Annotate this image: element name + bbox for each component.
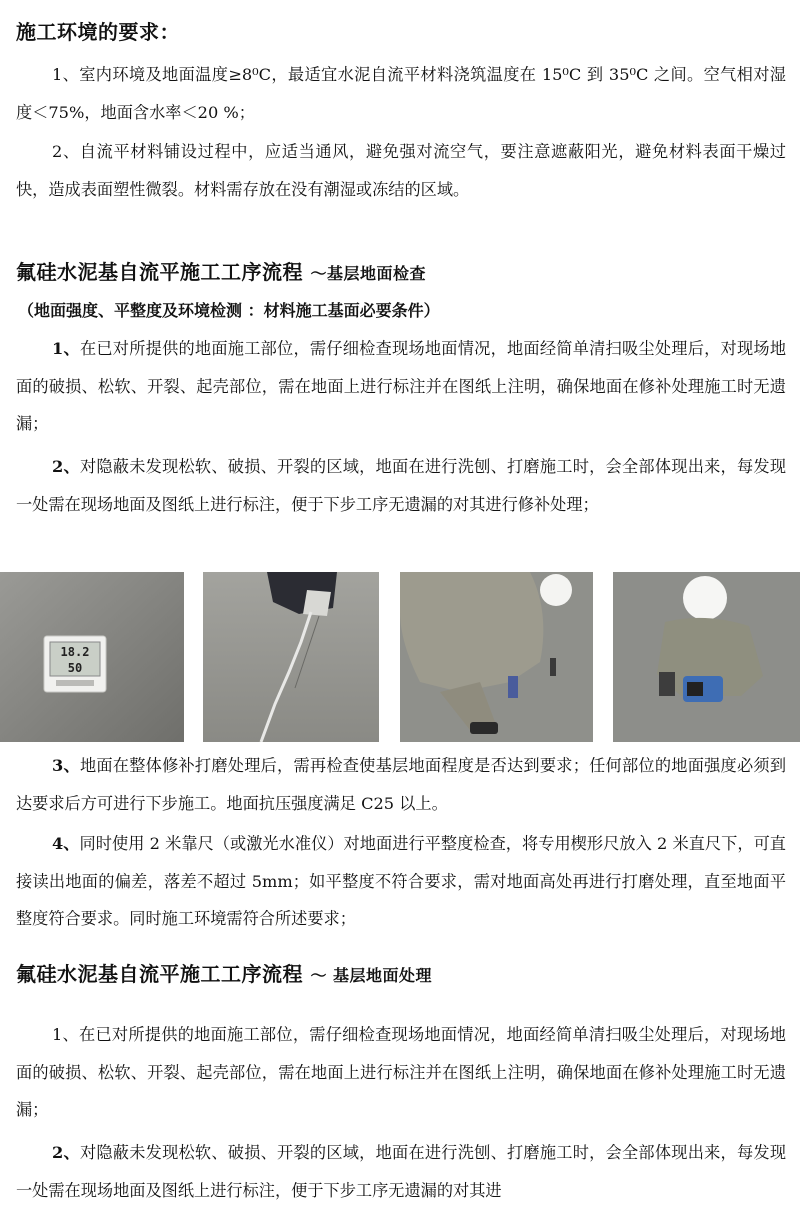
photo-thermo-hygrometer <box>0 572 184 742</box>
paragraph-text: 对隐蔽未发现松软、破损、开裂的区域，地面在进行洗刨、打磨施工时，会全部体现出来，每发现一处需在现场地面及图纸上进行标注，便于下步工序无遗漏的对其进 <box>16 1143 787 1200</box>
paragraph-text: 同时使用 2 米靠尺（或激光水准仪）对地面进行平整度检查，将专用楔形尺放入 2 米直尺下，可直接读出地面的偏差，落差不超过 5mm；如平整度不符合要求，需对地面高处再进行打磨处理，直至地面平整度符合要求。同时施工环境需符合所述要求； <box>16 834 786 928</box>
section1-paragraph-2 <box>16 133 786 208</box>
section2-title-suffix: ～基层地面检查 <box>310 264 426 283</box>
section2-title-main: 氟硅水泥基自流平施工工序流程 <box>16 260 303 284</box>
section3-paragraph-2 <box>16 1134 786 1209</box>
photo-worker-inspecting <box>400 572 593 742</box>
paragraph-number: 2、 <box>52 1143 80 1162</box>
readout-humidity: 50 <box>67 661 83 675</box>
section3-paragraph-1 <box>16 1016 786 1129</box>
section1-paragraph-1 <box>16 56 786 131</box>
paragraph-text: 在已对所提供的地面施工部位，需仔细检查现场地面情况，地面经简单清扫吸尘处理后，对现场地面的破损、松软、开裂、起壳部位，需在地面上进行标注并在图纸上注明，确保地面在修补处理施工时无遗漏； <box>16 339 787 433</box>
section2-paragraph-2 <box>16 448 786 523</box>
section2-paragraph-3 <box>16 747 786 822</box>
paragraph-number: 1、 <box>52 65 80 84</box>
photo-worker-strength-test <box>613 572 800 742</box>
paragraph-number: 1、 <box>52 1025 80 1044</box>
paragraph-number: 3、 <box>52 756 80 775</box>
paragraph-text: 自流平材料铺设过程中，应适当通风，避免强对流空气，要注意遮蔽阳光，避免材料表面干燥过快，造成表面塑性微裂。材料需存放在没有潮湿或冻结的区域。 <box>16 142 786 199</box>
paragraph-text: 室内环境及地面温度≥8⁰C，最适宜水泥自流平材料浇筑温度在 15⁰C 到 35⁰C 之间。空气相对湿度＜75%，地面含水率＜20 %； <box>16 65 786 122</box>
section2-paragraph-4 <box>16 825 786 938</box>
paragraph-number: 2、 <box>52 142 80 161</box>
section3-title <box>16 958 432 987</box>
section2-paragraph-1 <box>16 330 786 443</box>
section2-subtitle: （地面强度、平整度及环境检测 ：材料施工基面必要条件） <box>18 301 440 320</box>
paragraph-text: 地面在整体修补打磨处理后，需再检查使基层地面程度是否达到要求；任何部位的地面强度必须到达要求后方可进行下步施工。地面抗压强度满足 C25 以上。 <box>16 756 787 813</box>
readout-temperature: 18.2 <box>60 645 90 659</box>
photo-floor-crack-check <box>203 572 379 742</box>
section2-title <box>16 256 426 285</box>
paragraph-number: 1、 <box>52 339 80 358</box>
paragraph-text: 在已对所提供的地面施工部位，需仔细检查现场地面情况，地面经简单清扫吸尘处理后，对现场地面的破损、松软、开裂、起壳部位，需在地面上进行标注并在图纸上注明，确保地面在修补处理施工时无遗漏； <box>16 1025 786 1119</box>
paragraph-number: 4、 <box>52 834 80 853</box>
paragraph-text: 对隐蔽未发现松软、破损、开裂的区域，地面在进行洗刨、打磨施工时，会全部体现出来，每发现一处需在现场地面及图纸上进行标注，便于下步工序无遗漏的对其进行修补处理； <box>16 457 787 514</box>
section1-title: 施工环境的要求： <box>16 20 180 44</box>
section3-title-suffix: ～ 基层地面处理 <box>310 966 433 985</box>
section3-title-main: 氟硅水泥基自流平施工工序流程 <box>16 962 303 986</box>
paragraph-number: 2、 <box>52 457 80 476</box>
